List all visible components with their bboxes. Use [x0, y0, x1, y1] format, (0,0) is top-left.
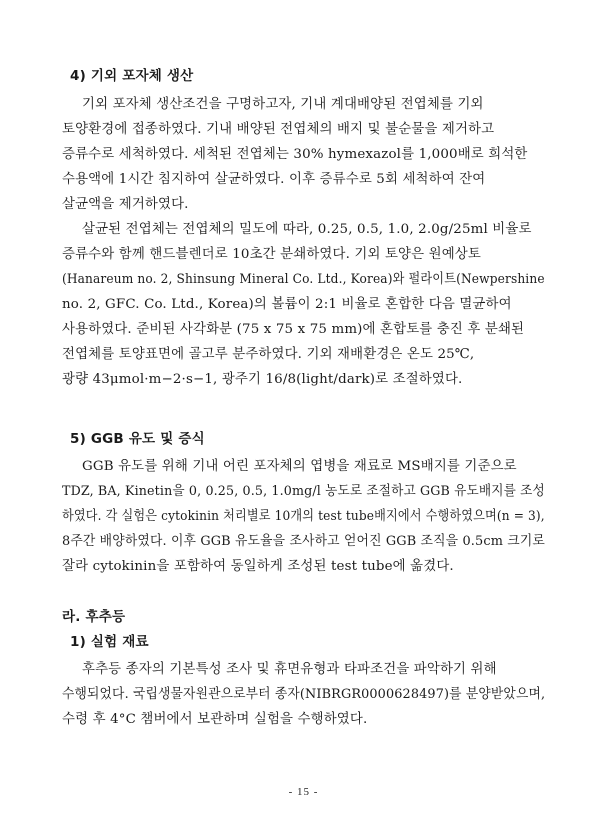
- paragraph-line: TDZ, BA, Kinetin을 0, 0.25, 0.5, 1.0mg/l 농도로 조절하고 GGB 유도배지를 조성: [62, 484, 545, 499]
- paragraph-line: 기외 포자체 생산조건을 구명하고자, 기내 계대배양된 전엽체를 기외: [82, 97, 484, 112]
- section-heading-5: 5) GGB 유도 및 증식: [70, 431, 205, 447]
- paragraph-line: 증류수와 함께 핸드블렌더로 10초간 분쇄하였다. 기외 토양은 원예상토: [62, 247, 481, 262]
- paragraph-line: 후추등 종자의 기본특성 조사 및 휴면유형과 타파조건을 파악하기 위해: [82, 662, 497, 677]
- section-heading-ra: 라. 후추등: [62, 609, 126, 625]
- paragraph-line: 8주간 배양하였다. 이후 GGB 유도율을 조사하고 얻어진 GGB 조직을 0.5cm 크기로: [62, 534, 545, 549]
- page-number: - 15 -: [288, 786, 319, 798]
- section-heading-4: 4) 기외 포자체 생산: [70, 68, 194, 84]
- paragraph-line: 살균액을 제거하였다.: [62, 197, 189, 212]
- paragraph-line: 수용액에 1시간 침지하여 살균하였다. 이후 증류수로 5회 세척하여 잔여: [62, 172, 486, 187]
- paragraph-line: 수령 후 4°C 챔버에서 보관하며 실험을 수행하였다.: [62, 712, 368, 727]
- paragraph-line: 전엽체를 토양표면에 골고루 분주하였다. 기외 재배환경은 온도 25℃,: [62, 347, 475, 362]
- paragraph-line: 하였다. 각 실험은 cytokinin 처리별로 10개의 test tube배지에서 수행하였으며(n = 3),: [62, 509, 545, 524]
- paragraph-line: 토양환경에 접종하였다. 기내 배양된 전엽체의 배지 및 불순물을 제거하고: [62, 122, 495, 137]
- paragraph-line: 잘라 cytokinin을 포함하여 동일하게 조성된 test tube에 옮겼다.: [62, 559, 454, 574]
- subsection-heading-1: 1) 실험 재료: [70, 634, 149, 650]
- paragraph-line: 증류수로 세척하였다. 세척된 전엽체는 30% hymexazol를 1,000배로 희석한: [62, 147, 528, 162]
- paragraph-line: no. 2, GFC. Co. Ltd., Korea)의 볼륨이 2:1 비율로 혼합한 다음 멸균하여: [62, 297, 512, 312]
- paragraph-line: 살균된 전엽체는 전엽체의 밀도에 따라, 0.25, 0.5, 1.0, 2.0g/25ml 비율로: [82, 222, 532, 237]
- paragraph-line: GGB 유도를 위해 기내 어린 포자체의 엽병을 재료로 MS배지를 기준으로: [82, 459, 517, 474]
- paragraph-line: (Hanareum no. 2, Shinsung Mineral Co. Ltd., Korea)와 펄라이트(Newpershine: [62, 272, 545, 287]
- paragraph-line: 사용하였다. 준비된 사각화분 (75 x 75 x 75 mm)에 혼합토를 충진 후 분쇄된: [62, 322, 525, 337]
- paragraph-line: 수행되었다. 국립생물자원관으로부터 종자(NIBRGR0000628497)를 분양받았으며,: [62, 687, 546, 702]
- paragraph-line: 광량 43μmol·m−2·s−1, 광주기 16/8(light/dark)로 조절하였다.: [62, 372, 463, 387]
